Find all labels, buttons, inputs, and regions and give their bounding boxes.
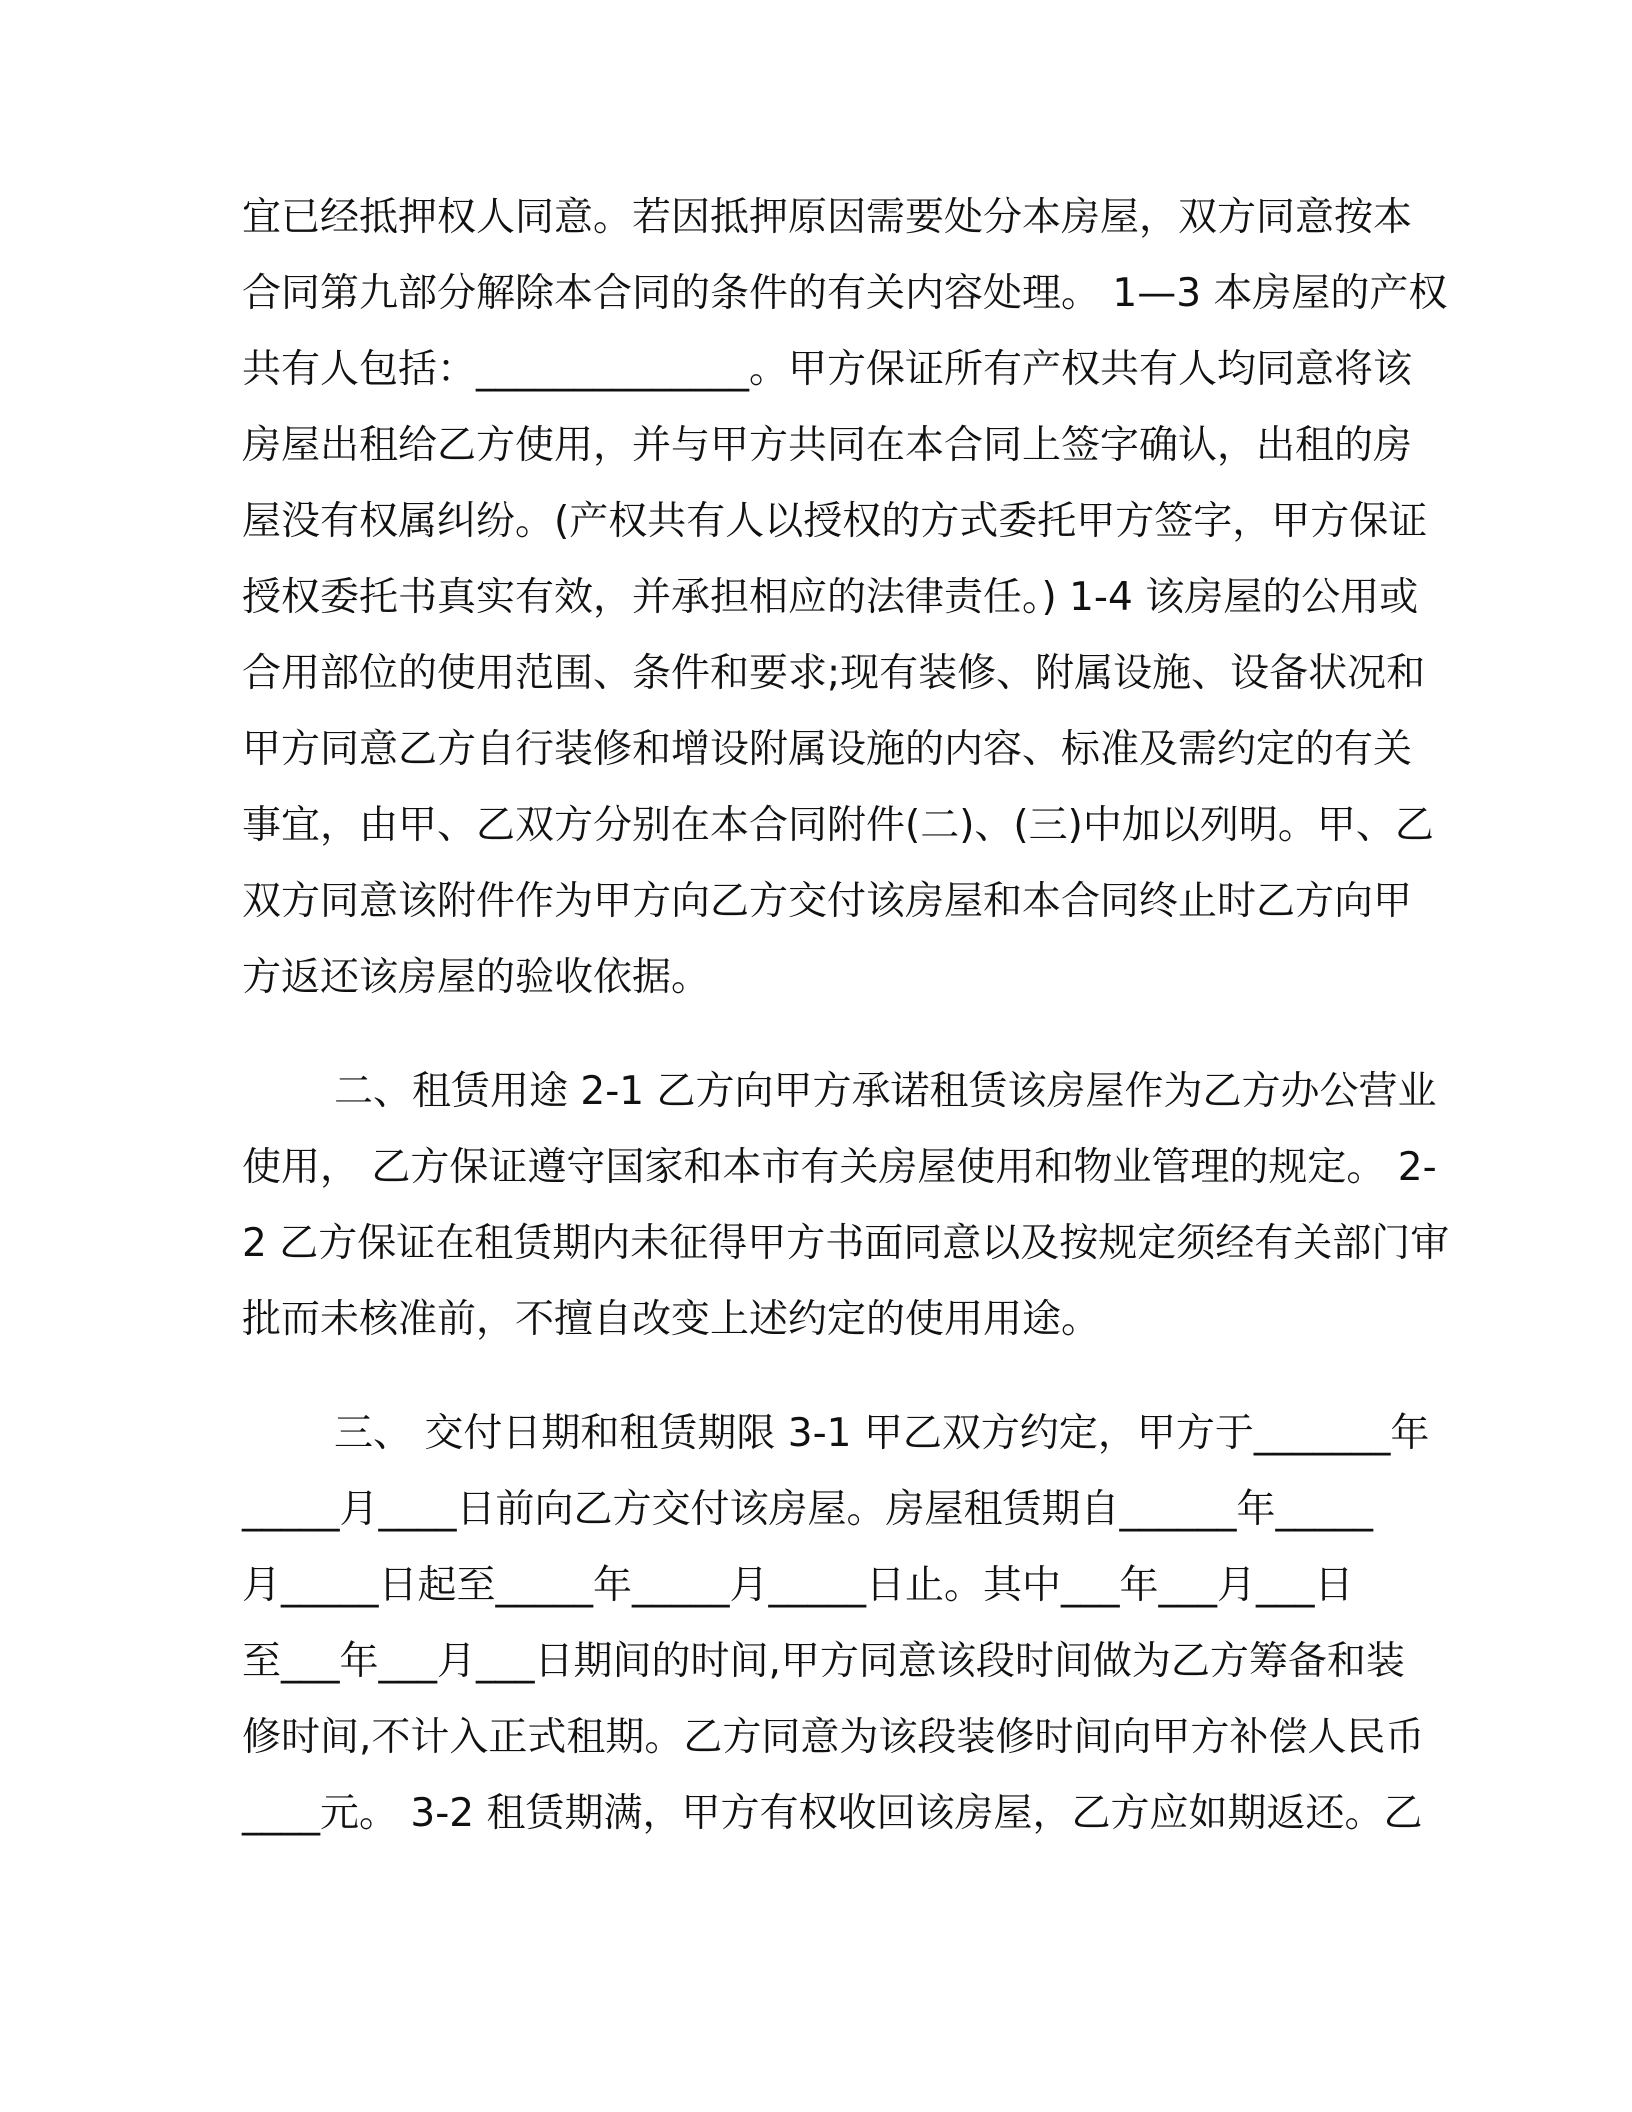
text-line: 房屋出租给乙方使用，并与甲方共同在本合同上签字确认，出租的房 <box>242 423 1413 468</box>
text-line: 事宜，由甲、乙双方分别在本合同附件(二)、(三)中加以列明。甲、乙 <box>242 803 1434 848</box>
text-line: 月_____日起至_____年_____月_____日止。其中___年___月___日 <box>242 1563 1354 1608</box>
text-line: 二、租赁用途 2-1 乙方向甲方承诺租赁该房屋作为乙方办公营业 <box>334 1069 1437 1114</box>
text-line: 至___年___月___日期间的时间,甲方同意该段时间做为乙方筹备和装 <box>242 1639 1405 1684</box>
text-line: 2 乙方保证在租赁期内未征得甲方书面同意以及按规定须经有关部门审 <box>242 1221 1450 1266</box>
text-line: 宜已经抵押权人同意。若因抵押原因需要处分本房屋，双方同意按本 <box>242 195 1413 240</box>
text-line: 甲方同意乙方自行装修和增设附属设施的内容、标准及需约定的有关 <box>242 727 1413 772</box>
text-line: 屋没有权属纠纷。(产权共有人以授权的方式委托甲方签字，甲方保证 <box>242 499 1428 544</box>
text-line: 三、 交付日期和租赁期限 3-1 甲乙双方约定，甲方于_______年 <box>334 1411 1430 1456</box>
text-line: 合用部位的使用范围、条件和要求;现有装修、附属设施、设备状况和 <box>242 651 1426 696</box>
text-line: 双方同意该附件作为甲方向乙方交付该房屋和本合同终止时乙方向甲 <box>242 879 1413 924</box>
text-line: 批而未核准前，不擅自改变上述约定的使用用途。 <box>242 1297 1101 1342</box>
text-line: 方返还该房屋的验收依据。 <box>242 955 711 1000</box>
text-line: 授权委托书真实有效，并承担相应的法律责任。) 1-4 该房屋的公用或 <box>242 575 1419 620</box>
text-line: 共有人包括：______________。甲方保证所有产权共有人均同意将该 <box>242 347 1413 392</box>
text-line: ____元。 3-2 租赁期满，甲方有权收回该房屋，乙方应如期返还。乙 <box>242 1791 1423 1836</box>
text-line: 合同第九部分解除本合同的条件的有关内容处理。 1—3 本房屋的产权 <box>242 271 1448 316</box>
text-line: 修时间,不计入正式租期。乙方同意为该段装修时间向甲方补偿人民币 <box>242 1715 1425 1760</box>
text-line: 使用， 乙方保证遵守国家和本市有关房屋使用和物业管理的规定。 2- <box>242 1145 1437 1190</box>
text-line: _____月____日前向乙方交付该房屋。房屋租赁期自______年_____ <box>242 1487 1374 1532</box>
